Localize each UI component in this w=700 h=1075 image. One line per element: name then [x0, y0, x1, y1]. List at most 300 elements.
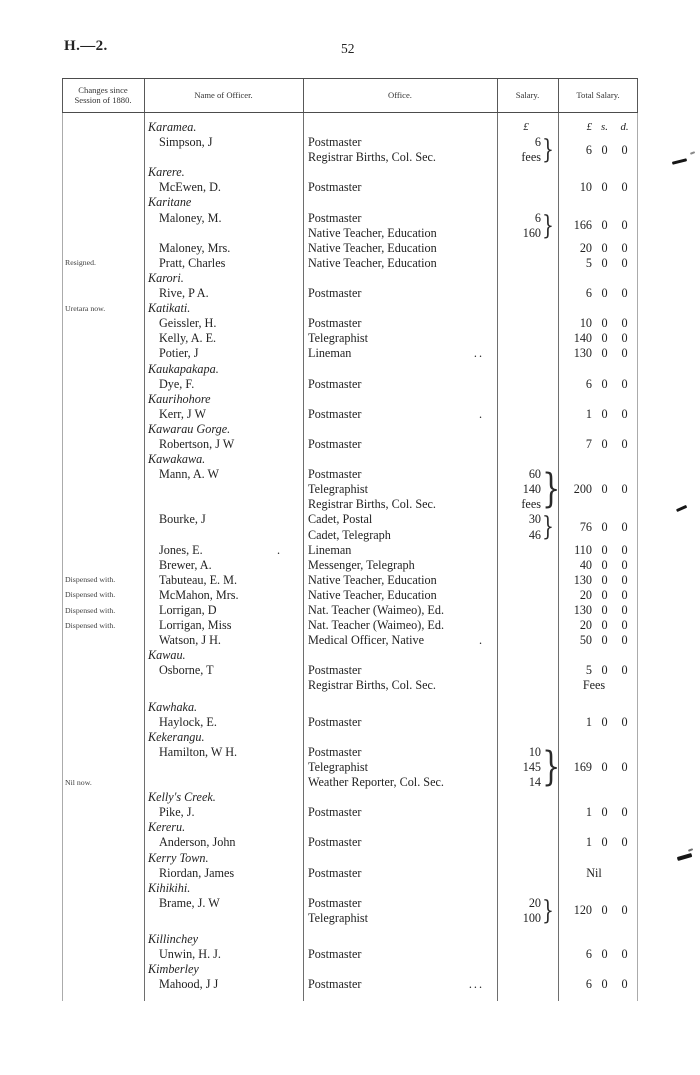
total-pence: 0 [621, 603, 628, 618]
total-salary [558, 218, 638, 233]
total-pounds: 40 [579, 557, 592, 572]
change-note: Dispensed with. [65, 590, 116, 600]
officer-row [62, 663, 638, 693]
total-pence: 0 [621, 240, 628, 255]
officer-row [62, 377, 638, 392]
total-pounds: 6 [585, 947, 592, 962]
total-salary [558, 256, 638, 271]
pen-mark-top-tick [690, 151, 695, 154]
total-salary [558, 903, 638, 918]
doc-ref: H.—2. [64, 38, 108, 54]
change-note: Dispensed with. [65, 605, 116, 615]
place-name: Kekerangu. [148, 729, 205, 744]
place-name: Karamea. [148, 120, 197, 134]
office-title: Native Teacher, Education [308, 572, 437, 587]
office-title: Native Teacher, Education [308, 225, 437, 240]
salary-amount: 14 [528, 775, 541, 790]
change-note: Dispensed with. [65, 575, 116, 585]
total-salary [558, 241, 638, 256]
total-salary [558, 286, 638, 301]
change-note: Uretara now. [65, 303, 106, 313]
officer-row [62, 286, 638, 301]
total-shillings: 0 [601, 520, 608, 534]
officer-row [62, 588, 638, 603]
officer-name: McEwen, D. [159, 180, 221, 195]
total-shillings: 0 [601, 316, 608, 331]
total-pence: 0 [621, 557, 628, 572]
total-pounds: 5 [585, 663, 592, 678]
office-title: Telegraphist [308, 910, 369, 925]
officer-row [62, 437, 638, 452]
table-body [62, 113, 638, 1001]
office-title: Nat. Teacher (Waimeo), Ed. [308, 603, 445, 618]
officer-name: Kerr, J W [159, 406, 207, 421]
officers-table [62, 78, 638, 1001]
total-shillings: 0 [601, 180, 608, 195]
office-title: Postmaster [308, 805, 362, 820]
office-title: Messenger, Telegraph [308, 557, 415, 572]
salary-brace: } [542, 895, 554, 926]
officer-row [62, 896, 638, 926]
total-pence: 0 [621, 346, 628, 361]
officer-name: Haylock, E. [159, 714, 217, 729]
total-pence: 0 [621, 903, 628, 918]
total-pence: 0 [621, 316, 628, 331]
total-salary [558, 977, 638, 992]
salary-brace: } [542, 743, 561, 790]
total-shillings: 0 [601, 331, 608, 346]
salary-amount: 30 [528, 512, 541, 527]
office-title: Postmaster [308, 180, 362, 195]
officer-row [62, 407, 638, 422]
total-amount: Nil [586, 865, 602, 880]
officer-row [62, 241, 638, 256]
officer-name: Mann, A. W [159, 467, 220, 482]
total-pounds: 10 [579, 180, 592, 195]
total-pence: 0 [621, 180, 628, 195]
officer-name: Riordan, James [159, 865, 235, 880]
currency-shillings: s. [601, 121, 608, 133]
pen-mark-top [672, 158, 687, 165]
total-pence: 0 [621, 977, 628, 992]
total-pence: 0 [621, 633, 628, 648]
officer-name: McMahon, Mrs. [159, 587, 239, 602]
place-name: Karere. [148, 165, 185, 180]
header-total-salary: Total Salary. [576, 89, 620, 100]
currency-pence: d. [620, 121, 629, 133]
total-pounds: 130 [573, 346, 592, 361]
place-name: Kerry Town. [148, 850, 209, 865]
officer-row [62, 633, 638, 648]
officer-row [62, 467, 638, 512]
office-title: Cadet, Telegraph [308, 527, 391, 542]
total-currency-header [558, 120, 638, 135]
total-salary [558, 143, 638, 158]
salary-amount: fees [521, 150, 541, 165]
officer-name: Simpson, J [159, 135, 213, 150]
total-pounds: 7 [585, 436, 592, 451]
total-salary [558, 482, 638, 497]
officer-row [62, 805, 638, 820]
total-pence: 0 [621, 331, 628, 346]
total-salary [558, 633, 638, 648]
total-fees: Fees [582, 678, 606, 693]
office-dots: ... [468, 977, 484, 992]
total-shillings: 0 [601, 947, 608, 962]
office-title: Postmaster [308, 376, 362, 391]
place-name: Kaukapakapa. [148, 361, 219, 376]
total-pence: 0 [621, 714, 628, 729]
total-salary [558, 346, 638, 361]
total-shillings: 0 [601, 759, 608, 774]
total-salary [558, 715, 638, 730]
office-title: Postmaster [308, 714, 362, 729]
place-name: Kereru. [148, 820, 186, 835]
header-salary: Salary. [515, 89, 540, 100]
officer-name: Kelly, A. E. [159, 331, 217, 346]
total-salary [558, 760, 638, 775]
place-name: Kawhaka. [148, 699, 198, 714]
office-title: Weather Reporter, Col. Sec. [308, 775, 444, 790]
officer-name: Brame, J. W [159, 895, 220, 910]
salary-amount: 140 [522, 482, 541, 497]
officer-name: Maloney, Mrs. [159, 240, 231, 255]
pen-mark-bottom-tick [688, 848, 693, 851]
officer-row [62, 618, 638, 633]
place-row [62, 362, 638, 377]
salary-brace: } [542, 210, 554, 241]
place-name: Kimberley [148, 962, 199, 977]
total-pounds: 140 [573, 331, 592, 346]
office-title: Lineman [308, 542, 352, 557]
office-title: Native Teacher, Education [308, 240, 437, 255]
place-row [62, 932, 638, 947]
total-pounds: 20 [579, 618, 592, 633]
total-pounds: 20 [579, 240, 592, 255]
officer-name: Maloney, M. [159, 210, 222, 225]
place-name: Kawakawa. [148, 452, 206, 467]
officer-name: Anderson, John [159, 835, 236, 850]
total-pence: 0 [621, 805, 628, 820]
office-title: Postmaster [308, 977, 362, 992]
officer-name: Lorrigan, Miss [159, 618, 232, 633]
officer-name: Jones, E. [159, 542, 203, 557]
office-title: Postmaster [308, 286, 362, 301]
salary-brace: } [542, 135, 554, 166]
place-row [62, 820, 638, 835]
total-pounds: 6 [585, 376, 592, 391]
officer-row [62, 573, 638, 588]
officer-row [62, 947, 638, 962]
total-salary [558, 331, 638, 346]
total-salary [558, 543, 638, 558]
officer-row [62, 745, 638, 790]
total-salary [558, 663, 638, 678]
salary-amount: 160 [522, 225, 541, 240]
total-shillings: 0 [601, 218, 608, 233]
office-title: Registrar Births, Col. Sec. [308, 678, 436, 693]
officer-name: Watson, J H. [159, 633, 221, 648]
total-pounds: 130 [573, 603, 592, 618]
pen-mark-bottom [677, 853, 692, 860]
officer-row [62, 135, 638, 165]
office-title: Postmaster [308, 663, 362, 678]
total-shillings: 0 [601, 633, 608, 648]
total-pounds: 1 [585, 805, 592, 820]
office-title: Medical Officer, Native [308, 633, 425, 648]
officer-row [62, 543, 638, 558]
office-title: Postmaster [308, 895, 362, 910]
officer-row [62, 256, 638, 271]
officer-name: Potier, J [159, 346, 199, 361]
place-row [62, 392, 638, 407]
total-pounds: 50 [579, 633, 592, 648]
header-changes-line2: Session of 1880. [74, 94, 132, 105]
office-title: Postmaster [308, 210, 362, 225]
place-row [62, 700, 638, 715]
total-shillings: 0 [601, 805, 608, 820]
place-row [62, 195, 638, 210]
office-dots: . [478, 633, 484, 648]
place-name: Karori. [148, 270, 184, 285]
office-title: Postmaster [308, 135, 362, 150]
table-header [62, 78, 638, 113]
total-pounds: 10 [579, 316, 592, 331]
officer-name: Dye, F. [159, 376, 195, 391]
place-row [62, 301, 638, 316]
total-pence: 0 [621, 663, 628, 678]
total-pounds: 166 [573, 218, 592, 233]
total-pence: 0 [621, 142, 628, 157]
total-pounds: 1 [585, 835, 592, 850]
office-dots: . [478, 406, 484, 421]
officer-row [62, 211, 638, 241]
officer-row [62, 977, 638, 992]
total-pounds: 169 [573, 759, 592, 774]
office-title: Postmaster [308, 316, 362, 331]
place-row [62, 881, 638, 896]
currency-pound: £ [586, 121, 592, 133]
name-dots: . [277, 542, 281, 557]
total-shillings: 0 [601, 603, 608, 618]
page-number: 52 [341, 41, 355, 56]
place-name: Kelly's Creek. [148, 790, 216, 805]
total-pence: 0 [621, 587, 628, 602]
office-title: Postmaster [308, 865, 362, 880]
total-shillings: 0 [601, 977, 608, 992]
salary-amount: 145 [522, 759, 541, 774]
place-name: Karitane [148, 195, 192, 210]
officer-name: Pike, J. [159, 805, 195, 820]
total-salary [558, 407, 638, 422]
salary-amount: 20 [528, 895, 541, 910]
total-salary [558, 573, 638, 588]
total-shillings: 0 [601, 835, 608, 850]
total-salary [558, 180, 638, 195]
place-row [62, 648, 638, 663]
office-title: Native Teacher, Education [308, 255, 437, 270]
total-shillings: 0 [601, 346, 608, 361]
total-pounds: 1 [585, 714, 592, 729]
salary-brace: } [542, 512, 554, 543]
salary-amount: 10 [528, 744, 541, 759]
officer-row [62, 866, 638, 881]
officer-name: Mahood, J J [159, 977, 219, 992]
total-pounds: 6 [585, 286, 592, 301]
place-row [62, 962, 638, 977]
place-row [62, 271, 638, 286]
officer-row [62, 715, 638, 730]
office-title: Telegraphist [308, 759, 369, 774]
total-pounds: 1 [585, 406, 592, 421]
total-pence: 0 [621, 255, 628, 270]
officer-name: Unwin, H. J. [159, 947, 221, 962]
place-name: Kawarau Gorge. [148, 421, 231, 436]
salary-amount: 6 [534, 135, 541, 150]
pen-mark-middle [676, 505, 687, 512]
total-shillings: 0 [601, 286, 608, 301]
salary-currency-header: £ [523, 121, 529, 133]
office-title: Registrar Births, Col. Sec. [308, 150, 436, 165]
office-title: Postmaster [308, 835, 362, 850]
officer-row [62, 180, 638, 195]
total-pence: 0 [621, 376, 628, 391]
salary-amount: 46 [528, 527, 541, 542]
total-shillings: 0 [601, 436, 608, 451]
total-shillings: 0 [601, 618, 608, 633]
officer-row [62, 603, 638, 618]
header-office: Office. [388, 89, 412, 100]
place-row [62, 851, 638, 866]
total-pounds: 120 [573, 903, 592, 918]
total-pence: 0 [621, 947, 628, 962]
total-salary [558, 377, 638, 392]
place-name: Kaurihohore [148, 391, 211, 406]
header-name-of-officer: Name of Officer. [194, 89, 253, 100]
salary-amount: 100 [522, 910, 541, 925]
total-salary [558, 437, 638, 452]
total-pounds: 5 [585, 255, 592, 270]
total-shillings: 0 [601, 542, 608, 557]
officer-name: Osborne, T [159, 663, 214, 678]
officer-name: Geissler, H. [159, 316, 217, 331]
place-row [62, 120, 638, 135]
place-name: Katikati. [148, 301, 191, 316]
total-salary [558, 603, 638, 618]
total-shillings: 0 [601, 482, 608, 497]
salary-brace: } [542, 466, 561, 513]
total-pounds: 20 [579, 587, 592, 602]
total-shillings: 0 [601, 714, 608, 729]
total-salary [558, 588, 638, 603]
office-title: Nat. Teacher (Waimeo), Ed. [308, 618, 445, 633]
office-title: Postmaster [308, 467, 362, 482]
office-title: Cadet, Postal [308, 512, 373, 527]
officer-name: Rive, P A. [159, 286, 209, 301]
officer-row [62, 512, 638, 542]
total-pence: 0 [621, 218, 628, 233]
total-pence: 0 [621, 406, 628, 421]
total-pounds: 6 [585, 977, 592, 992]
place-row [62, 422, 638, 437]
total-pence: 0 [621, 618, 628, 633]
officer-row [62, 558, 638, 573]
place-row [62, 790, 638, 805]
total-salary [558, 520, 638, 535]
total-salary [558, 316, 638, 331]
total-pence: 0 [621, 520, 628, 534]
place-name: Kawau. [148, 648, 186, 663]
total-salary [558, 805, 638, 820]
salary-amount: fees [521, 497, 541, 512]
officer-row [62, 835, 638, 850]
total-pounds: 200 [573, 482, 592, 497]
total-pence: 0 [621, 542, 628, 557]
office-title: Native Teacher, Education [308, 587, 437, 602]
office-title: Telegraphist [308, 482, 369, 497]
total-salary [558, 835, 638, 850]
office-dots: .. [473, 346, 484, 361]
total-shillings: 0 [601, 587, 608, 602]
total-pence: 0 [621, 436, 628, 451]
change-note: Dispensed with. [65, 620, 116, 630]
place-row [62, 730, 638, 745]
officer-row [62, 331, 638, 346]
total-pence: 0 [621, 286, 628, 301]
total-pounds: 110 [574, 542, 592, 557]
officer-name: Lorrigan, D [159, 603, 217, 618]
officer-row [62, 316, 638, 331]
office-title: Postmaster [308, 406, 362, 421]
place-name: Kihikihi. [148, 880, 191, 895]
total-shillings: 0 [601, 663, 608, 678]
total-pence: 0 [621, 835, 628, 850]
total-pence: 0 [621, 572, 628, 587]
place-name: Killinchey [148, 932, 199, 946]
salary-amount: 60 [528, 467, 541, 482]
total-pence: 0 [621, 482, 628, 497]
total-salary [558, 558, 638, 573]
change-note: Resigned. [65, 258, 96, 268]
total-pounds: 6 [585, 142, 592, 157]
officer-name: Robertson, J W [159, 436, 235, 451]
officer-name: Bourke, J [159, 512, 206, 527]
header-changes [62, 79, 144, 112]
total-shillings: 0 [601, 572, 608, 587]
total-shillings: 0 [601, 255, 608, 270]
header-changes-line1: Changes since [78, 84, 128, 95]
total-salary [558, 947, 638, 962]
office-title: Telegraphist [308, 331, 369, 346]
total-shillings: 0 [601, 406, 608, 421]
office-title: Postmaster [308, 947, 362, 962]
total-pounds: 130 [573, 572, 592, 587]
office-title: Registrar Births, Col. Sec. [308, 497, 436, 512]
salary-amount: 6 [534, 210, 541, 225]
place-row [62, 165, 638, 180]
officer-row [62, 346, 638, 361]
officer-name: Brewer, A. [159, 557, 212, 572]
officer-name: Hamilton, W H. [159, 744, 238, 759]
total-shillings: 0 [601, 142, 608, 157]
total-salary [558, 618, 638, 633]
place-row [62, 452, 638, 467]
officer-name: Pratt, Charles [159, 255, 226, 270]
officer-name: Tabuteau, E. M. [159, 572, 238, 587]
total-pence: 0 [621, 759, 628, 774]
total-shillings: 0 [601, 376, 608, 391]
total-shillings: 0 [601, 903, 608, 918]
